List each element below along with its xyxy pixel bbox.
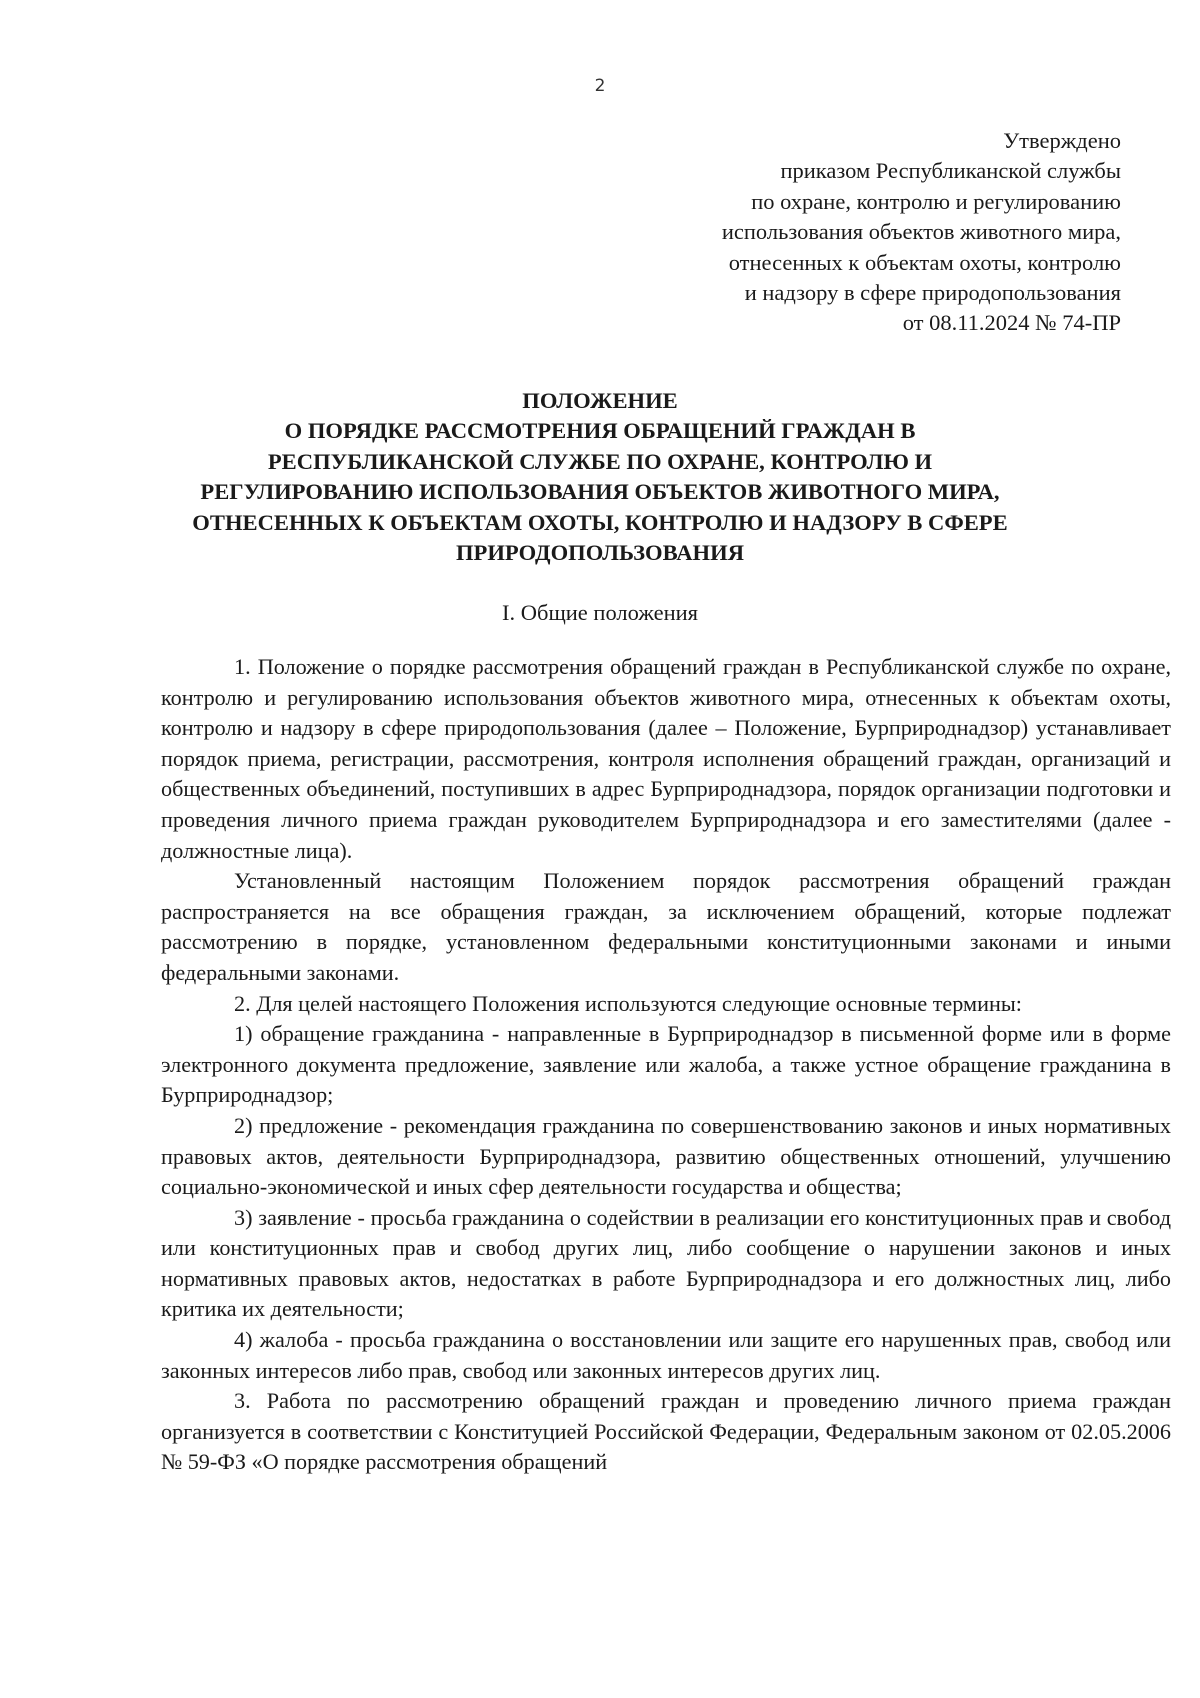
body-text: [161, 652, 1171, 1478]
section-heading: I. Общие положения: [502, 600, 698, 625]
title-line: О ПОРЯДКЕ РАССМОТРЕНИЯ ОБРАЩЕНИЙ ГРАЖДАН В: [284, 418, 916, 444]
approval-line: отнесенных к объектам охоты, контролю: [728, 249, 1121, 275]
approval-line: Утверждено: [1003, 128, 1121, 153]
paragraph: Установленный настоящим Положением порядок рассмотрения обращений граждан распространяется на все обращения граждан, за исключением обращений, которые подлежат рассмотрению в порядке, установленном федеральными конституционными законами и иными федеральными законами.: [161, 868, 1171, 985]
approval-line: приказом Республиканской службы: [780, 158, 1121, 184]
paragraph: 1) обращение гражданина - направленные в Бурприроднадзор в письменной форме или в форме электронного документа предложение, заявление или жалоба, а также устное обращение гражданина в Бурприроднадзор;: [161, 1021, 1171, 1108]
paragraph: 4) жалоба - просьба гражданина о восстановлении или защите его нарушенных прав, свобод или законных интересов либо прав, свобод или законных интересов других лиц.: [161, 1327, 1171, 1383]
approval-line: и надзору в сфере природопользования: [744, 280, 1121, 306]
approval-date-line: от 08.11.2024 № 74-ПР: [902, 310, 1121, 336]
paragraph: 2) предложение - рекомендация гражданина по совершенствованию законов и иных нормативных правовых актов, деятельности Бурприроднадзора, развитию общественных отношений, улучшению социально-экономической и иных сфер деятельности государства и общества;: [161, 1112, 1171, 1200]
title-line: ПРИРОДОПОЛЬЗОВАНИЯ: [455, 540, 745, 566]
title-line: ОТНЕСЕННЫХ К ОБЪЕКТАМ ОХОТЫ, КОНТРОЛЮ И НАДЗОРУ В СФЕРЕ: [192, 509, 1008, 535]
page-number: 2: [594, 76, 606, 96]
title-line: ПОЛОЖЕНИЕ: [522, 388, 678, 413]
paragraph: 2. Для целей настоящего Положения используются следующие основные термины:: [234, 990, 1022, 1016]
paragraph: 1. Положение о порядке рассмотрения обращений граждан в Республиканской службе по охране, контролю и регулированию использования объектов животного мира, отнесенных к объектам охоты, контролю и надзору в сфере природопользования (далее – Положение, Бурприроднадзор) устанавливает порядок приема, регистрации, рассмотрения, контроля исполнения обращений граждан, организаций и общественных объединений, поступивших в адрес Бурприроднадзора, порядок организации подготовки и проведения личного приема граждан руководителем Бурприроднадзора и его заместителями (далее - должностные лица).: [161, 654, 1171, 863]
approval-line: по охране, контролю и регулированию: [751, 188, 1121, 214]
approval-stamp-block: [501, 126, 1121, 339]
approval-line: использования объектов животного мира,: [721, 219, 1121, 245]
title-line: РЕГУЛИРОВАНИЮ ИСПОЛЬЗОВАНИЯ ОБЪЕКТОВ ЖИВОТНОГО МИРА,: [200, 479, 1000, 505]
paragraph: 3) заявление - просьба гражданина о содействии в реализации его конституционных прав и свобод или конституционных прав и свобод других лиц, либо сообщение о нарушении законов и иных нормативных правовых актов, недостатках в работе Бурприроднадзора и его должностных лиц, либо критика их деятельности;: [161, 1204, 1171, 1322]
title-line: РЕСПУБЛИКАНСКОЙ СЛУЖБЕ ПО ОХРАНЕ, КОНТРОЛЮ И: [267, 448, 933, 474]
paragraph: 3. Работа по рассмотрению обращений граждан и проведению личного приема граждан организуется в соответствии с Конституцией Российской Федерации, Федеральным законом от 02.05.2006 № 59-ФЗ «О порядке рассмотрения обращений: [161, 1388, 1171, 1475]
document-title: [160, 386, 1040, 568]
